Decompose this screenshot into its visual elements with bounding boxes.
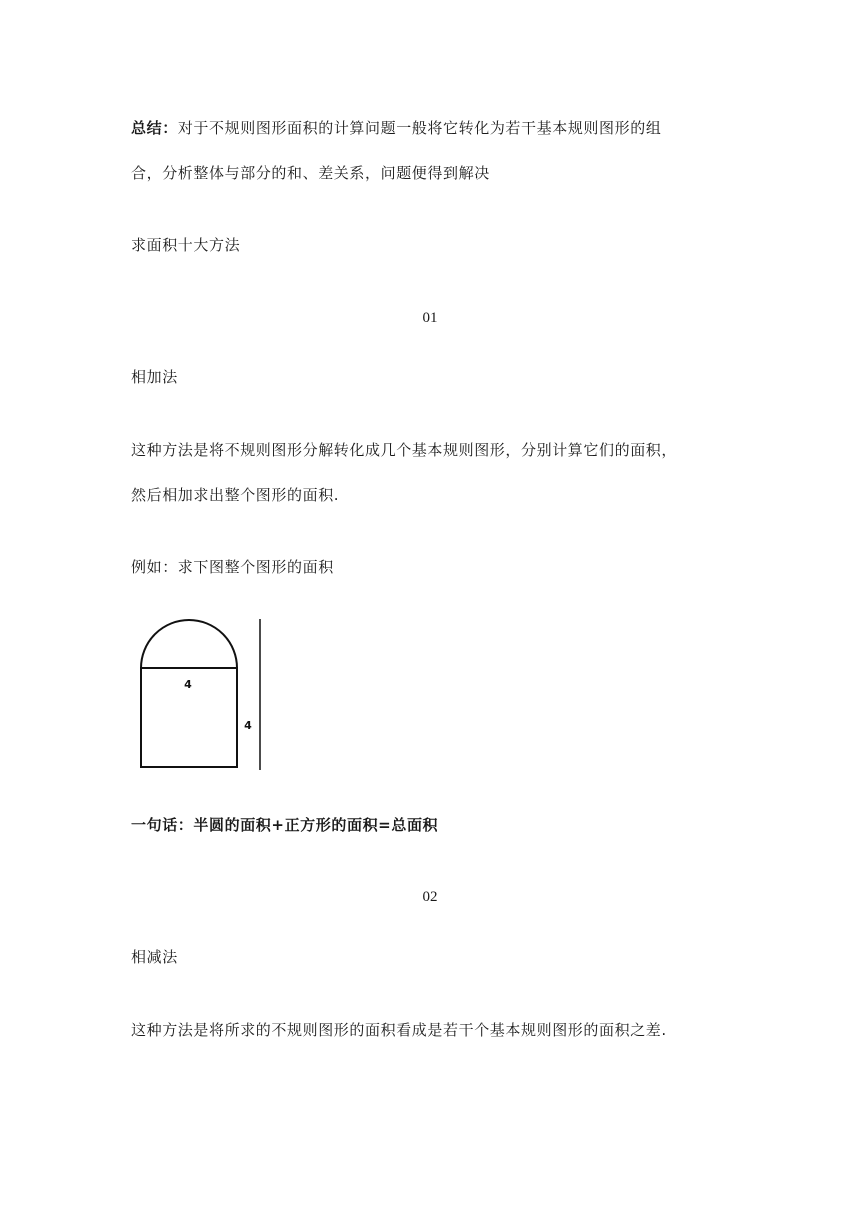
method-2-desc-line-1: 这种方法是将所求的不规则图形的面积看成是若干个基本规则图形的面积之差.: [131, 1021, 667, 1039]
method-1-example: 例如：求下图整个图形的面积: [131, 558, 334, 576]
method-1-desc-line-2: 然后相加求出整个图形的面积.: [131, 486, 340, 504]
method-1-conclusion: 一句话：半圆的面积+正方形的面积=总面积: [131, 816, 439, 834]
summary-line-2: 合，分析整体与部分的和、差关系，问题便得到解决: [131, 164, 490, 182]
method-1-name: 相加法: [131, 368, 178, 386]
section-title: 求面积十大方法: [131, 236, 241, 254]
width-label: 4: [184, 678, 192, 691]
method-1-number: 01: [422, 310, 438, 326]
height-label: 4: [244, 719, 252, 732]
summary-label: 总结：: [131, 119, 178, 137]
semicircle-square-figure: [134, 615, 274, 775]
summary-text-1: 对于不规则图形面积的计算问题一般将它转化为若干基本规则图形的组: [177, 119, 662, 137]
method-1-desc-line-1: 这种方法是将不规则图形分解转化成几个基本规则图形，分别计算它们的面积，: [131, 441, 678, 459]
semicircle-arc: [141, 620, 237, 668]
method-2-name: 相减法: [131, 948, 178, 966]
summary-line-1: [131, 118, 661, 138]
method-2-number: 02: [422, 889, 438, 905]
